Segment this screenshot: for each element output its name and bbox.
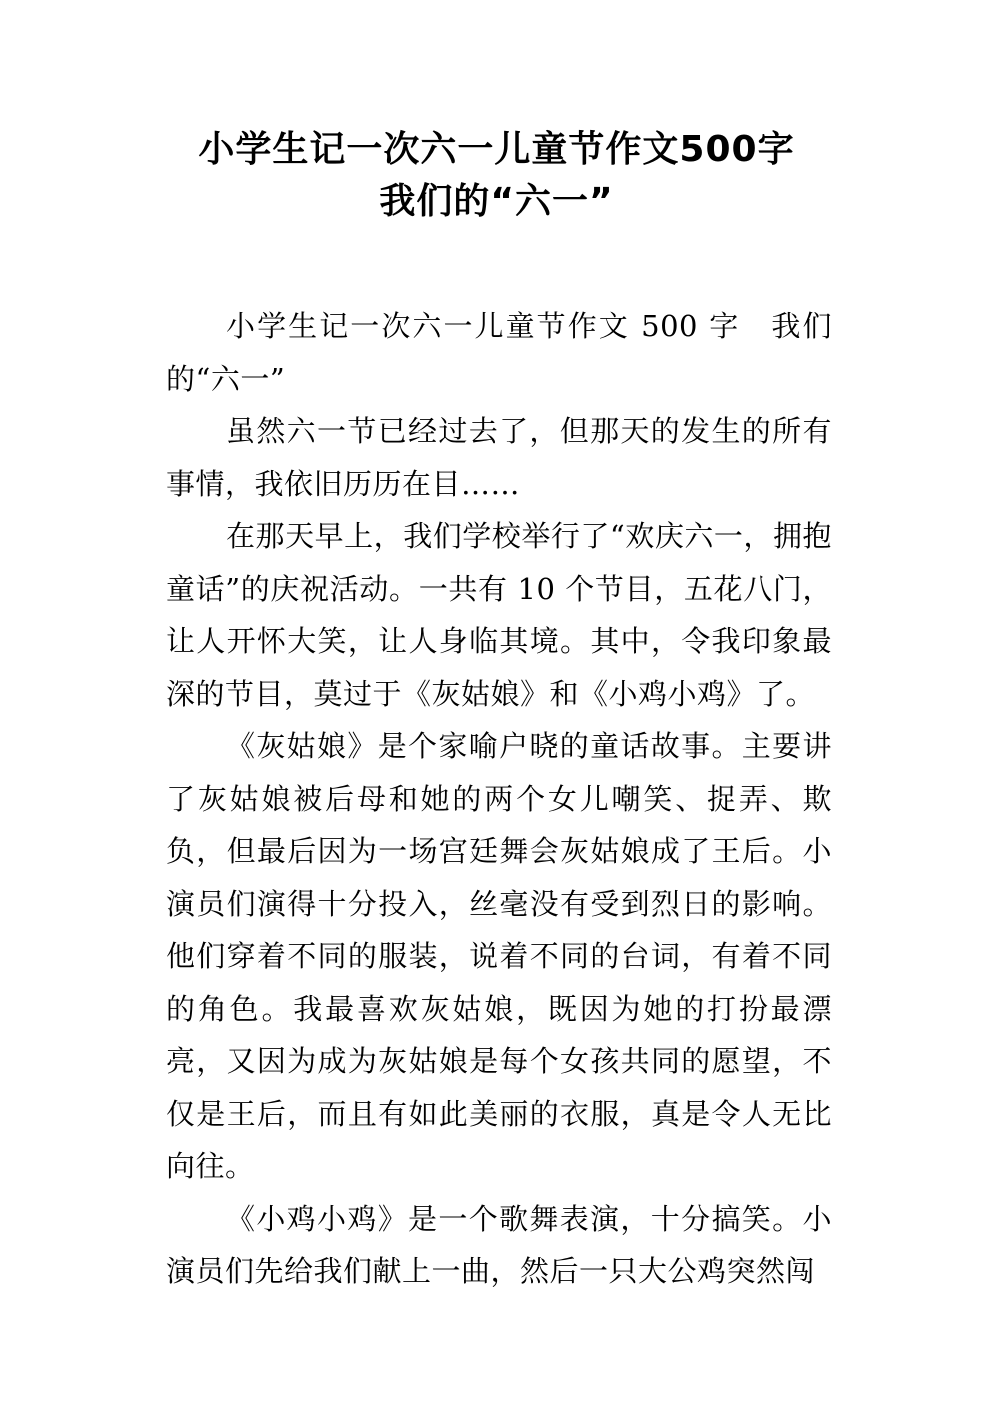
paragraph-3: 在那天早上，我们学校举行了“欢庆六一，拥抱童话”的庆祝活动。一共有 10 个节目，五花八门，让人开怀大笑，让人身临其境。其中，令我印象最深的节目，莫过于《灰姑娘》和《小鸡小鸡》了。 xyxy=(166,519,832,711)
paragraph-4: 《灰姑娘》是个家喻户晓的童话故事。主要讲了灰姑娘被后母和她的两个女儿嘲笑、捉弄、欺负，但最后因为一场宫廷舞会灰姑娘成了王后。小演员们演得十分投入，丝毫没有受到烈日的影响。他们穿着不同的服装，说着不同的台词，有着不同的角色。我最喜欢灰姑娘，既因为她的打扮最漂亮，又因为成为灰姑娘是每个女孩共同的愿望，不仅是王后，而且有如此美丽的衣服，真是令人无比向往。 xyxy=(166,729,832,1183)
paragraph-2: 虽然六一节已经过去了，但那天的发生的所有事情，我依旧历历在目…… xyxy=(166,414,832,501)
document-title-line-1: 小学生记一次六一儿童节作文500字 xyxy=(198,129,795,170)
paragraph-1: 小学生记一次六一儿童节作文 500 字 我们的“六一” xyxy=(166,309,832,396)
document-body xyxy=(166,300,832,1298)
document-title-line-2: 我们的“六一” xyxy=(379,181,614,222)
paragraph-5: 《小鸡小鸡》是一个歌舞表演，十分搞笑。小演员们先给我们献上一曲，然后一只大公鸡突然闯 xyxy=(166,1201,832,1288)
